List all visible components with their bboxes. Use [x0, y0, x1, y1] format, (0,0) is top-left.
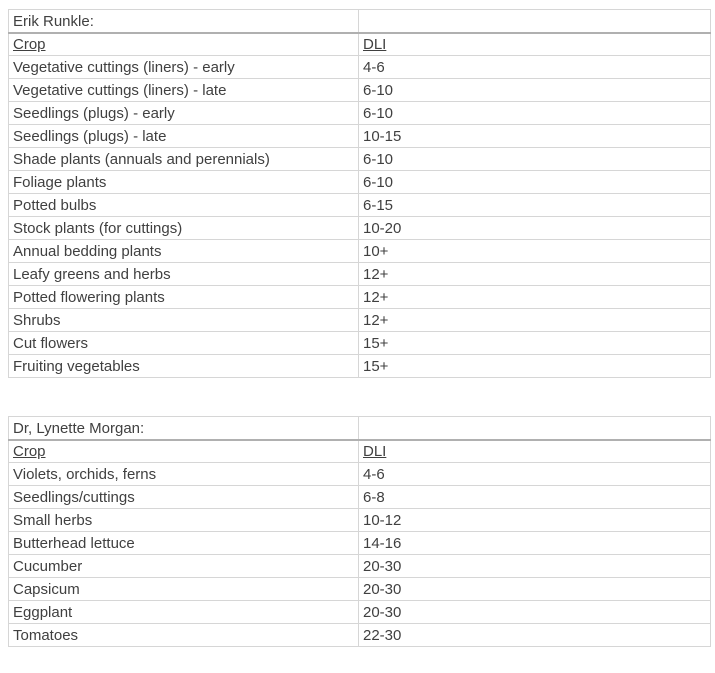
- dli-cell: 20-30: [359, 601, 711, 624]
- dli-cell: 15+: [359, 355, 711, 378]
- crop-cell: Cucumber: [9, 555, 359, 578]
- empty-cell: [359, 10, 711, 33]
- dli-cell: 20-30: [359, 578, 711, 601]
- table-row: [9, 148, 711, 171]
- dli-cell: 12+: [359, 263, 711, 286]
- table-row: [9, 509, 711, 532]
- crop-cell: Violets, orchids, ferns: [9, 463, 359, 486]
- crop-cell: Potted flowering plants: [9, 286, 359, 309]
- dli-cell: 22-30: [359, 624, 711, 647]
- table-body: [9, 56, 711, 378]
- dli-cell: 4-6: [359, 56, 711, 79]
- table-row: [9, 532, 711, 555]
- dli-cell: 6-10: [359, 102, 711, 125]
- table-row: [9, 601, 711, 624]
- crop-cell: Tomatoes: [9, 624, 359, 647]
- table-row: [9, 217, 711, 240]
- table-title: Erik Runkle:: [9, 10, 359, 33]
- table-row: [9, 555, 711, 578]
- dli-cell: 12+: [359, 309, 711, 332]
- table-row: [9, 624, 711, 647]
- crop-cell: Stock plants (for cuttings): [9, 217, 359, 240]
- table-row: [9, 194, 711, 217]
- crop-cell: Shrubs: [9, 309, 359, 332]
- crop-cell: Seedlings (plugs) - early: [9, 102, 359, 125]
- crop-cell: Small herbs: [9, 509, 359, 532]
- table-header-row: [9, 33, 711, 56]
- crop-cell: Potted bulbs: [9, 194, 359, 217]
- dli-cell: 6-8: [359, 486, 711, 509]
- table-row: [9, 286, 711, 309]
- table-row: [9, 240, 711, 263]
- dli-cell: 4-6: [359, 463, 711, 486]
- crop-cell: Seedlings/cuttings: [9, 486, 359, 509]
- table-title-row: [9, 417, 711, 440]
- crop-cell: Cut flowers: [9, 332, 359, 355]
- table-row: [9, 332, 711, 355]
- table-row: [9, 309, 711, 332]
- table-body: [9, 463, 711, 647]
- table-row: [9, 102, 711, 125]
- crop-cell: Vegetative cuttings (liners) - early: [9, 56, 359, 79]
- empty-cell: [359, 417, 711, 440]
- table-row: [9, 79, 711, 102]
- table-row: [9, 125, 711, 148]
- table-row: [9, 263, 711, 286]
- crop-cell: Vegetative cuttings (liners) - late: [9, 79, 359, 102]
- crop-cell: Annual bedding plants: [9, 240, 359, 263]
- crop-cell: Fruiting vegetables: [9, 355, 359, 378]
- dli-cell: 20-30: [359, 555, 711, 578]
- dli-cell: 10-20: [359, 217, 711, 240]
- table-row: [9, 486, 711, 509]
- crop-cell: Eggplant: [9, 601, 359, 624]
- dli-cell: 6-10: [359, 171, 711, 194]
- crop-column-header: Crop: [9, 33, 359, 56]
- dli-cell: 12+: [359, 286, 711, 309]
- dli-cell: 6-10: [359, 148, 711, 171]
- dli-cell: 14-16: [359, 532, 711, 555]
- crop-column-header: Crop: [9, 440, 359, 463]
- table-title-row: [9, 10, 711, 33]
- dli-cell: 10-12: [359, 509, 711, 532]
- crop-cell: Seedlings (plugs) - late: [9, 125, 359, 148]
- crop-cell: Capsicum: [9, 578, 359, 601]
- crop-cell: Foliage plants: [9, 171, 359, 194]
- table-row: [9, 171, 711, 194]
- erik-runkle-table: [8, 9, 711, 378]
- dli-cell: 15+: [359, 332, 711, 355]
- table-row: [9, 463, 711, 486]
- crop-cell: Butterhead lettuce: [9, 532, 359, 555]
- dli-column-header: DLI: [359, 440, 711, 463]
- crop-cell: Shade plants (annuals and perennials): [9, 148, 359, 171]
- dli-cell: 6-15: [359, 194, 711, 217]
- dli-cell: 10-15: [359, 125, 711, 148]
- dli-cell: 6-10: [359, 79, 711, 102]
- table-row: [9, 355, 711, 378]
- table-header-row: [9, 440, 711, 463]
- crop-cell: Leafy greens and herbs: [9, 263, 359, 286]
- dli-cell: 10+: [359, 240, 711, 263]
- table-title: Dr, Lynette Morgan:: [9, 417, 359, 440]
- lynette-morgan-table: [8, 416, 711, 647]
- table-row: [9, 56, 711, 79]
- table-row: [9, 578, 711, 601]
- dli-column-header: DLI: [359, 33, 711, 56]
